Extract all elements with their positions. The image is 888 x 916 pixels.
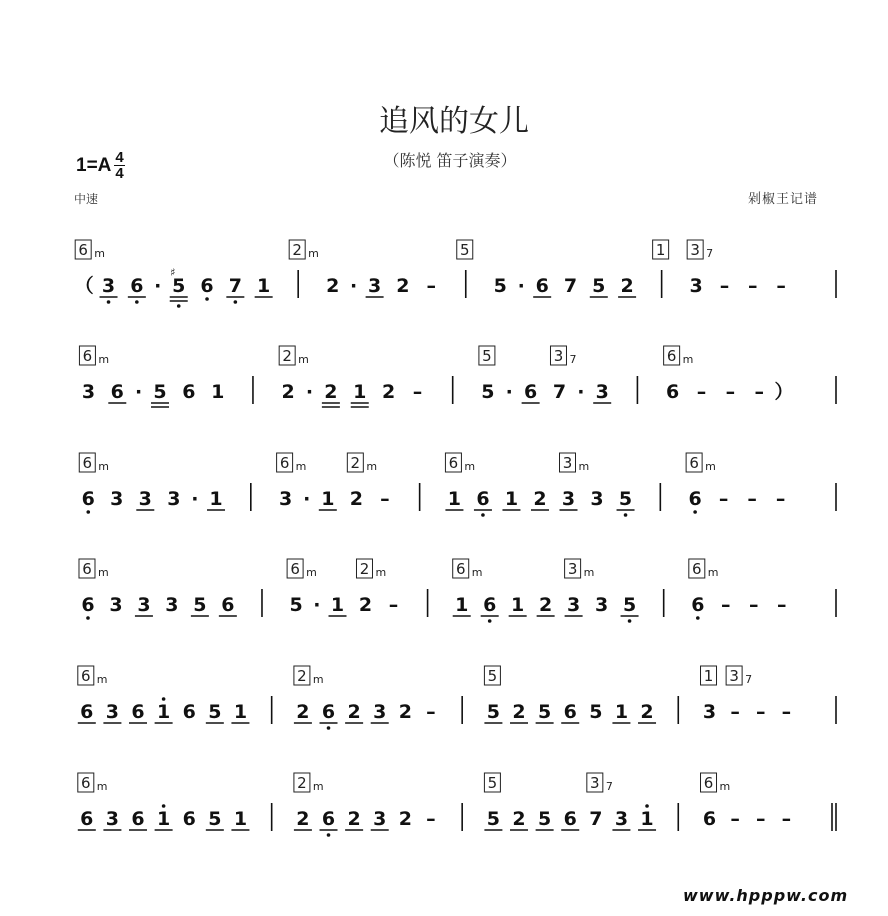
notation-symbol: · (517, 275, 525, 297)
note: – (775, 488, 786, 510)
note: 5 (481, 381, 495, 403)
note: 5 (208, 808, 222, 830)
octave-dot-low (177, 304, 181, 308)
page-title: 追风的女儿 (379, 104, 529, 139)
note: 5 (618, 488, 633, 510)
note: 5 (486, 808, 501, 830)
chord-quality: m (312, 673, 324, 686)
notation-symbol: · (303, 488, 311, 510)
note: 3 (367, 275, 382, 297)
note: 1 (330, 594, 345, 616)
note: 6 (131, 701, 145, 723)
chord-quality: 7 (569, 353, 577, 366)
note: 1 (321, 488, 335, 510)
note: 6 (563, 808, 577, 830)
note: – (747, 488, 757, 510)
note: 3 (105, 701, 120, 723)
note: – (776, 594, 787, 616)
subtitle: （陈悦 笛子演奏） (383, 151, 517, 170)
chord-quality: m (682, 353, 694, 366)
note: 1 (156, 808, 171, 830)
note: 3 (590, 488, 604, 510)
note: 6 (666, 381, 680, 403)
website-watermark: www.hpppw.com (683, 886, 849, 905)
note: 2 (533, 488, 547, 510)
note: 7 (563, 275, 578, 297)
chord-quality: m (98, 460, 109, 473)
chord-quality: m (308, 247, 319, 260)
note: 2 (326, 275, 340, 297)
note: 6 (81, 488, 95, 510)
note: 1 (257, 275, 271, 297)
octave-dot-low (481, 513, 485, 517)
chord-quality: m (707, 566, 719, 579)
chord-root: 3 (562, 454, 573, 472)
note: 1 (447, 488, 462, 510)
note: 2 (396, 275, 410, 297)
note: – (719, 275, 730, 297)
note: 2 (381, 381, 396, 403)
note: 3 (110, 488, 124, 510)
note: 6 (182, 381, 196, 403)
time-top: 4 (115, 149, 124, 166)
note: 3 (561, 488, 576, 510)
octave-dot-high (162, 804, 166, 808)
note: 5 (193, 594, 207, 616)
chord-root: 3 (590, 774, 600, 792)
note: 2 (512, 701, 526, 723)
octave-dot-low (205, 297, 209, 301)
key-label: 1=A (76, 154, 112, 176)
note: – (730, 701, 740, 723)
transcriber-credit: 剁椒王记谱 (748, 192, 819, 207)
chord-root: 2 (297, 667, 307, 685)
notation-symbol: · (505, 381, 513, 403)
note: – (755, 701, 766, 723)
time-bottom: 4 (115, 165, 124, 182)
note: 6 (200, 275, 214, 297)
notation-symbol: · (305, 381, 314, 403)
octave-dot-low (696, 616, 700, 620)
chord-quality: m (366, 460, 378, 473)
note: 3 (373, 701, 387, 723)
octave-dot-low (488, 619, 492, 623)
note: – (781, 701, 792, 723)
note: – (755, 808, 766, 830)
chord-root: 6 (666, 347, 677, 365)
note: – (749, 594, 759, 616)
note: 2 (539, 594, 553, 616)
note: – (748, 275, 758, 297)
note: 3 (109, 594, 123, 616)
note: 2 (398, 701, 412, 723)
octave-dot-low (86, 616, 90, 620)
chord-root: 2 (292, 241, 302, 259)
chord-root: 1 (703, 667, 714, 685)
note: 5 (493, 275, 507, 297)
note: – (754, 381, 764, 403)
note: 1 (455, 594, 469, 616)
note: 3 (167, 488, 181, 510)
note: 3 (138, 488, 152, 510)
note: 1 (640, 808, 654, 830)
note: 7 (589, 808, 603, 830)
octave-dot-low (234, 300, 238, 304)
note: 3 (101, 275, 116, 297)
note: – (781, 808, 792, 830)
tempo-marking: 中速 (74, 192, 99, 206)
note: 6 (321, 701, 336, 723)
chord-root: 6 (692, 560, 702, 578)
note: 6 (702, 808, 717, 830)
note: 6 (221, 594, 235, 616)
note: 7 (228, 275, 242, 297)
notation-symbol: ） (774, 381, 794, 403)
note: 6 (110, 381, 124, 403)
note: 5 (622, 594, 637, 616)
octave-dot-low (628, 619, 632, 623)
note: 6 (483, 594, 497, 616)
note: 3 (278, 488, 293, 510)
note: 2 (349, 488, 363, 510)
chord-quality: m (97, 566, 109, 579)
note: 5 (172, 275, 186, 297)
note: 1 (353, 381, 367, 403)
note: – (388, 594, 399, 616)
note: 2 (358, 594, 373, 616)
chord-root: 6 (81, 667, 91, 685)
note: 1 (504, 488, 519, 510)
note: 5 (589, 701, 603, 723)
chord-quality: m (96, 780, 108, 793)
notation-symbol: · (577, 381, 585, 403)
octave-dot-high (162, 697, 166, 701)
chord-root: 5 (487, 667, 498, 685)
notation-symbol: · (313, 594, 321, 616)
chord-root: 6 (82, 347, 93, 365)
note: 3 (373, 808, 387, 830)
chord-quality: m (312, 780, 324, 793)
note: 3 (566, 594, 581, 616)
note: 2 (347, 701, 361, 723)
chord-root: 2 (359, 560, 370, 578)
note: – (776, 275, 786, 297)
notation-symbol: · (154, 275, 162, 297)
chord-quality: m (719, 780, 731, 793)
note: – (718, 488, 729, 510)
chord-root: 6 (279, 454, 290, 472)
note: 1 (233, 701, 248, 723)
chord-root: 2 (282, 347, 292, 365)
chord-root: 3 (553, 347, 564, 365)
octave-dot-low (135, 300, 139, 304)
note: 3 (105, 808, 120, 830)
note: – (730, 808, 740, 830)
note: 6 (563, 701, 577, 723)
chord-quality: m (94, 247, 105, 260)
note: 2 (640, 701, 654, 723)
chord-root: 5 (482, 347, 492, 365)
notation-symbol: （ (74, 275, 94, 297)
note: 6 (130, 275, 144, 297)
chord-root: 2 (350, 454, 361, 472)
chord-quality: m (578, 460, 590, 473)
chord-quality: 7 (605, 780, 613, 793)
note: 2 (281, 381, 295, 403)
note: – (721, 594, 731, 616)
note: – (696, 381, 707, 403)
note: 2 (296, 808, 310, 830)
note: 1 (211, 381, 225, 403)
note: 1 (511, 594, 525, 616)
note: – (426, 808, 436, 830)
note: 3 (614, 808, 629, 830)
note: 5 (592, 275, 606, 297)
note: 3 (81, 381, 96, 403)
chord-root: 6 (703, 774, 714, 792)
chord-quality: m (298, 353, 309, 366)
note: – (426, 701, 436, 723)
note: 5 (289, 594, 303, 616)
note: 1 (614, 701, 629, 723)
note: – (725, 381, 736, 403)
note: 5 (486, 701, 501, 723)
note: 2 (347, 808, 361, 830)
note: 6 (131, 808, 145, 830)
notation-symbol: · (135, 381, 143, 403)
note: 3 (702, 701, 717, 723)
chord-root: 3 (690, 241, 700, 259)
chord-root: 5 (487, 774, 498, 792)
note: 6 (535, 275, 549, 297)
chord-root: 6 (82, 454, 93, 472)
notation-symbol: · (350, 275, 358, 297)
note: 5 (537, 808, 552, 830)
note: 6 (182, 808, 196, 830)
chord-root: 3 (729, 667, 739, 685)
note: – (380, 488, 390, 510)
note: 6 (80, 701, 94, 723)
chord-root: 6 (290, 560, 300, 578)
note: 1 (156, 701, 171, 723)
chord-quality: m (306, 566, 317, 579)
note: 2 (512, 808, 526, 830)
note: 6 (81, 594, 95, 616)
octave-dot-low (86, 510, 90, 514)
octave-dot-low (327, 833, 331, 837)
note: 5 (208, 701, 222, 723)
note: 1 (233, 808, 248, 830)
octave-dot-low (624, 513, 628, 517)
note: 6 (476, 488, 490, 510)
note: 2 (296, 701, 310, 723)
chord-quality: m (295, 460, 307, 473)
octave-dot-high (645, 804, 649, 808)
chord-quality: m (583, 566, 595, 579)
note: – (426, 275, 436, 297)
note: 2 (324, 381, 338, 403)
chord-quality: m (98, 353, 110, 366)
note: 5 (537, 701, 552, 723)
chord-root: 2 (297, 774, 307, 792)
chord-root: 6 (448, 454, 459, 472)
note: 6 (688, 488, 702, 510)
note: 7 (552, 381, 567, 403)
chord-root: 6 (455, 560, 466, 578)
note: 3 (137, 594, 151, 616)
chord-quality: 7 (706, 247, 714, 260)
chord-root: 6 (78, 241, 88, 259)
chord-quality: m (705, 460, 716, 473)
note: 6 (80, 808, 94, 830)
note: 2 (620, 275, 634, 297)
note: 2 (398, 808, 412, 830)
notation-symbol: · (191, 488, 199, 510)
note: 6 (524, 381, 538, 403)
chord-quality: m (96, 673, 108, 686)
note: 6 (321, 808, 336, 830)
note: 3 (165, 594, 179, 616)
note: 6 (691, 594, 705, 616)
octave-dot-low (693, 510, 697, 514)
note: 3 (595, 381, 609, 403)
note: 3 (594, 594, 609, 616)
chord-quality: m (375, 566, 387, 579)
sharp-sign: ♯ (170, 266, 176, 279)
chord-quality: m (464, 460, 476, 473)
note: 5 (153, 381, 167, 403)
chord-quality: m (471, 566, 483, 579)
chord-root: 6 (689, 454, 699, 472)
chord-root: 1 (655, 241, 666, 259)
note: 6 (182, 701, 196, 723)
octave-dot-low (327, 726, 331, 730)
chord-root: 6 (82, 560, 92, 578)
note: 3 (689, 275, 703, 297)
octave-dot-low (107, 300, 111, 304)
note: – (412, 381, 423, 403)
note: 1 (209, 488, 223, 510)
chord-root: 6 (81, 774, 91, 792)
chord-root: 3 (567, 560, 578, 578)
chord-quality: 7 (745, 673, 753, 686)
chord-root: 5 (459, 241, 470, 259)
